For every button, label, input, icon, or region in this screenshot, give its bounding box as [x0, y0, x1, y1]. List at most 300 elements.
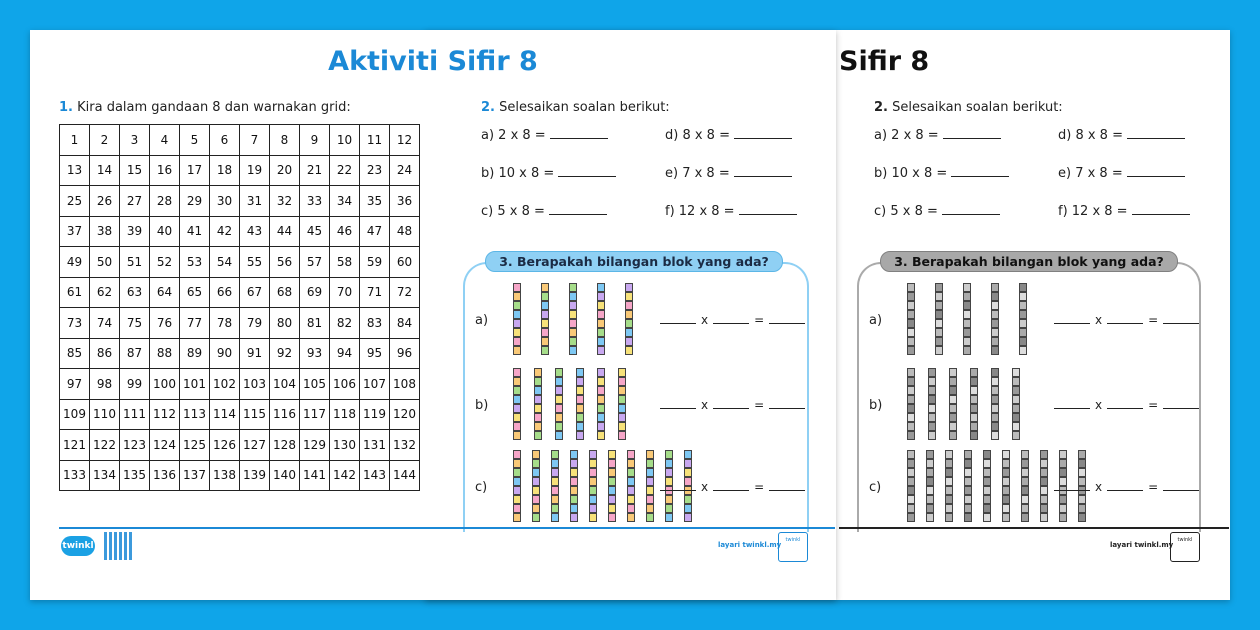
block-cube: [907, 337, 915, 346]
block-cube: [569, 346, 577, 355]
block-cube: [964, 450, 972, 459]
answer-blank[interactable]: [1054, 398, 1090, 409]
block-cube: [608, 486, 616, 495]
block-cube: [513, 486, 521, 495]
block-cube: [1078, 450, 1086, 459]
grid-cell[interactable]: 48: [390, 216, 420, 247]
grid-cell[interactable]: 122: [90, 430, 120, 461]
grid-row: [60, 308, 420, 339]
answer-blank[interactable]: [660, 313, 696, 324]
block-answer: [1049, 313, 1204, 327]
block-row-label: a): [869, 313, 883, 328]
block-column: [534, 368, 542, 440]
grid-cell[interactable]: 105: [300, 369, 330, 400]
block-cube: [964, 504, 972, 513]
grid-cell[interactable]: 103: [240, 369, 270, 400]
block-cube: [991, 386, 999, 395]
block-cube: [907, 450, 915, 459]
block-cube: [907, 328, 915, 337]
grid-cell[interactable]: 90: [210, 338, 240, 369]
block-row-label: a): [475, 313, 489, 328]
grid-cell[interactable]: 86: [90, 338, 120, 369]
grid-cell[interactable]: 31: [240, 186, 270, 217]
grid-cell[interactable]: 19: [240, 155, 270, 186]
grid-cell[interactable]: 81: [300, 308, 330, 339]
grid-cell[interactable]: 40: [150, 216, 180, 247]
grid-cell[interactable]: 54: [210, 247, 240, 278]
grid-cell[interactable]: 107: [360, 369, 390, 400]
grid-cell[interactable]: 88: [150, 338, 180, 369]
grid-cell[interactable]: 59: [360, 247, 390, 278]
answer-blank[interactable]: [1127, 164, 1185, 177]
block-cube: [928, 422, 936, 431]
block-cube: [569, 328, 577, 337]
grid-cell[interactable]: 67: [240, 277, 270, 308]
grid-cell[interactable]: 108: [390, 369, 420, 400]
grid-cell[interactable]: 20: [270, 155, 300, 186]
block-cube: [625, 310, 633, 319]
grid-cell[interactable]: 78: [210, 308, 240, 339]
answer-blank[interactable]: [1163, 398, 1199, 409]
grid-cell[interactable]: 132: [390, 430, 420, 461]
answer-blank[interactable]: [549, 202, 607, 215]
block-column: [618, 368, 626, 440]
block-cube: [983, 450, 991, 459]
block-cube: [949, 422, 957, 431]
grid-cell[interactable]: 131: [360, 430, 390, 461]
grid-cell[interactable]: 127: [240, 430, 270, 461]
grid-cell[interactable]: 126: [210, 430, 240, 461]
block-cube: [964, 468, 972, 477]
answer-blank[interactable]: [951, 164, 1009, 177]
footer-url[interactable]: layari twinkl.my: [718, 541, 782, 549]
block-cube: [625, 283, 633, 292]
block-cube: [964, 477, 972, 486]
grid-cell[interactable]: 3: [120, 125, 150, 156]
grid-cell[interactable]: 121: [60, 430, 90, 461]
grid-cell[interactable]: 141: [300, 460, 330, 491]
grid-cell[interactable]: 34: [330, 186, 360, 217]
block-cube: [576, 377, 584, 386]
block-cube: [991, 310, 999, 319]
grid-cell[interactable]: 8: [270, 125, 300, 156]
grid-cell[interactable]: 104: [270, 369, 300, 400]
block-cube: [907, 477, 915, 486]
block-cube: [935, 328, 943, 337]
grid-cell[interactable]: 7: [240, 125, 270, 156]
answer-blank[interactable]: [660, 480, 696, 491]
grid-cell[interactable]: 74: [90, 308, 120, 339]
block-answer: [1049, 480, 1204, 494]
grid-cell[interactable]: 140: [270, 460, 300, 491]
block-row-label: c): [869, 480, 882, 495]
grid-cell[interactable]: 26: [90, 186, 120, 217]
grid-cell[interactable]: 58: [330, 247, 360, 278]
block-cube: [513, 422, 521, 431]
block-cube: [991, 395, 999, 404]
block-column: [970, 368, 978, 440]
grid-cell[interactable]: 10: [330, 125, 360, 156]
block-cube: [1012, 431, 1020, 440]
worksheet-colour: [30, 30, 836, 600]
grid-cell[interactable]: 14: [90, 155, 120, 186]
block-cube: [1059, 504, 1067, 513]
grid-cell[interactable]: 17: [180, 155, 210, 186]
block-cube: [949, 431, 957, 440]
block-cube: [935, 301, 943, 310]
footer-url-bw[interactable]: layari twinkl.my: [1110, 541, 1174, 549]
block-cube: [541, 319, 549, 328]
grid-cell[interactable]: 130: [330, 430, 360, 461]
block-cube: [532, 504, 540, 513]
block-cube: [1040, 486, 1048, 495]
block-cube: [1021, 495, 1029, 504]
grid-cell[interactable]: 124: [150, 430, 180, 461]
equation-label: f) 12 x 8 =: [1058, 204, 1128, 219]
block-cube: [569, 301, 577, 310]
grid-cell[interactable]: 92: [270, 338, 300, 369]
grid-cell[interactable]: 37: [60, 216, 90, 247]
grid-cell[interactable]: 2: [90, 125, 120, 156]
grid-cell[interactable]: 95: [360, 338, 390, 369]
block-cube: [627, 477, 635, 486]
answer-blank[interactable]: [1163, 480, 1199, 491]
block-cube: [1002, 468, 1010, 477]
block-cube: [513, 395, 521, 404]
answer-blank[interactable]: [713, 480, 749, 491]
grid-cell[interactable]: 49: [60, 247, 90, 278]
answer-blank[interactable]: [1107, 398, 1143, 409]
grid-cell[interactable]: 100: [150, 369, 180, 400]
block-cube: [983, 486, 991, 495]
grid-cell[interactable]: 129: [300, 430, 330, 461]
grid-cell[interactable]: 85: [60, 338, 90, 369]
grid-cell[interactable]: 98: [90, 369, 120, 400]
block-cube: [627, 450, 635, 459]
answer-blank[interactable]: [769, 398, 805, 409]
block-cube: [991, 346, 999, 355]
grid-cell[interactable]: 33: [300, 186, 330, 217]
grid-cell[interactable]: 142: [330, 460, 360, 491]
grid-cell[interactable]: 29: [180, 186, 210, 217]
grid-cell[interactable]: 138: [210, 460, 240, 491]
block-cube: [513, 328, 521, 337]
block-cube: [589, 468, 597, 477]
block-cube: [1059, 495, 1067, 504]
grid-cell[interactable]: 73: [60, 308, 90, 339]
block-cube: [646, 504, 654, 513]
block-cube: [513, 468, 521, 477]
answer-blank[interactable]: [942, 202, 1000, 215]
grid-cell[interactable]: 136: [150, 460, 180, 491]
grid-cell[interactable]: 139: [240, 460, 270, 491]
grid-cell[interactable]: 15: [120, 155, 150, 186]
answer-blank[interactable]: [1054, 313, 1090, 324]
grid-cell[interactable]: 133: [60, 460, 90, 491]
grid-cell[interactable]: 12: [390, 125, 420, 156]
answer-blank[interactable]: [1127, 126, 1185, 139]
grid-cell[interactable]: 22: [330, 155, 360, 186]
block-cube: [513, 413, 521, 422]
grid-cell[interactable]: 24: [390, 155, 420, 186]
grid-cell[interactable]: 69: [300, 277, 330, 308]
answer-blank[interactable]: [1163, 313, 1199, 324]
grid-cell[interactable]: 125: [180, 430, 210, 461]
block-cube: [597, 328, 605, 337]
answer-blank[interactable]: [769, 313, 805, 324]
grid-row: [60, 338, 420, 369]
grid-cell[interactable]: 62: [90, 277, 120, 308]
block-cube: [555, 377, 563, 386]
grid-cell[interactable]: 5: [180, 125, 210, 156]
block-cube: [627, 468, 635, 477]
grid-cell[interactable]: 128: [270, 430, 300, 461]
grid-cell[interactable]: 45: [300, 216, 330, 247]
grid-cell[interactable]: 96: [390, 338, 420, 369]
grid-cell[interactable]: 61: [60, 277, 90, 308]
grid-cell[interactable]: 52: [150, 247, 180, 278]
block-cube: [1059, 468, 1067, 477]
block-column: [627, 450, 635, 522]
grid-cell[interactable]: 101: [180, 369, 210, 400]
grid-cell[interactable]: 115: [240, 399, 270, 430]
block-cube: [907, 301, 915, 310]
grid-cell[interactable]: 70: [330, 277, 360, 308]
equation-item: [874, 164, 1009, 181]
grid-cell[interactable]: 109: [60, 399, 90, 430]
grid-cell[interactable]: 38: [90, 216, 120, 247]
equation-item: [481, 202, 607, 219]
grid-cell[interactable]: 75: [120, 308, 150, 339]
block-cube: [991, 319, 999, 328]
grid-cell[interactable]: 113: [180, 399, 210, 430]
question-number: 2.: [481, 100, 495, 115]
grid-cell[interactable]: 84: [390, 308, 420, 339]
block-cube: [555, 386, 563, 395]
grid-cell[interactable]: 119: [360, 399, 390, 430]
grid-cell[interactable]: 13: [60, 155, 90, 186]
times-sign: x: [701, 398, 709, 412]
block-cube: [970, 404, 978, 413]
grid-cell[interactable]: 25: [60, 186, 90, 217]
grid-cell[interactable]: 71: [360, 277, 390, 308]
block-cube: [1021, 450, 1029, 459]
grid-cell[interactable]: 91: [240, 338, 270, 369]
block-cube: [970, 377, 978, 386]
block-cube: [570, 513, 578, 522]
block-cube: [532, 468, 540, 477]
grid-cell[interactable]: 68: [270, 277, 300, 308]
grid-cell[interactable]: 89: [180, 338, 210, 369]
grid-cell[interactable]: 47: [360, 216, 390, 247]
block-cube: [513, 386, 521, 395]
grid-cell[interactable]: 134: [90, 460, 120, 491]
block-cube: [1040, 504, 1048, 513]
block-cube: [569, 292, 577, 301]
grid-cell[interactable]: 32: [270, 186, 300, 217]
block-cube: [928, 386, 936, 395]
block-cube: [618, 431, 626, 440]
block-cube: [570, 477, 578, 486]
block-cube: [935, 310, 943, 319]
answer-blank[interactable]: [943, 126, 1001, 139]
number-grid: [59, 124, 420, 491]
grid-cell[interactable]: 30: [210, 186, 240, 217]
grid-cell[interactable]: 43: [240, 216, 270, 247]
block-column: [945, 450, 953, 522]
equals-sign: =: [754, 398, 765, 412]
grid-cell[interactable]: 16: [150, 155, 180, 186]
grid-cell[interactable]: 144: [390, 460, 420, 491]
grid-cell[interactable]: 99: [120, 369, 150, 400]
question-3-pill-bw: 3. Berapakah bilangan blok yang ada?: [880, 251, 1178, 272]
grid-cell[interactable]: 111: [120, 399, 150, 430]
block-cube: [618, 368, 626, 377]
grid-cell[interactable]: 9: [300, 125, 330, 156]
grid-cell[interactable]: 80: [270, 308, 300, 339]
grid-cell[interactable]: 77: [180, 308, 210, 339]
block-cube: [907, 292, 915, 301]
twinkl-logo[interactable]: twinkl: [61, 536, 95, 556]
grid-cell[interactable]: 110: [90, 399, 120, 430]
grid-cell[interactable]: 6: [210, 125, 240, 156]
grid-cell[interactable]: 1: [60, 125, 90, 156]
block-cube: [945, 495, 953, 504]
block-cube: [991, 283, 999, 292]
block-cube: [541, 292, 549, 301]
block-cube: [991, 422, 999, 431]
times-sign: x: [701, 480, 709, 494]
grid-cell[interactable]: 65: [180, 277, 210, 308]
grid-cell[interactable]: 123: [120, 430, 150, 461]
answer-blank[interactable]: [1107, 313, 1143, 324]
grid-cell[interactable]: 63: [120, 277, 150, 308]
block-cube: [963, 283, 971, 292]
answer-blank[interactable]: [660, 398, 696, 409]
grid-cell[interactable]: 137: [180, 460, 210, 491]
grid-cell[interactable]: 50: [90, 247, 120, 278]
grid-cell[interactable]: 4: [150, 125, 180, 156]
answer-blank[interactable]: [1107, 480, 1143, 491]
block-cube: [625, 301, 633, 310]
block-column: [907, 368, 915, 440]
equation-item: [1058, 164, 1185, 181]
block-cube: [618, 404, 626, 413]
grid-cell[interactable]: 114: [210, 399, 240, 430]
grid-cell[interactable]: 66: [210, 277, 240, 308]
grid-cell[interactable]: 117: [300, 399, 330, 430]
grid-cell[interactable]: 97: [60, 369, 90, 400]
grid-cell[interactable]: 94: [330, 338, 360, 369]
block-cube: [1019, 319, 1027, 328]
block-cube: [555, 413, 563, 422]
block-cube: [1019, 292, 1027, 301]
grid-cell[interactable]: 18: [210, 155, 240, 186]
answer-blank[interactable]: [558, 164, 616, 177]
grid-cell[interactable]: 42: [210, 216, 240, 247]
grid-cell[interactable]: 46: [330, 216, 360, 247]
grid-cell[interactable]: 28: [150, 186, 180, 217]
block-cube: [1019, 283, 1027, 292]
grid-cell[interactable]: 82: [330, 308, 360, 339]
grid-cell[interactable]: 135: [120, 460, 150, 491]
answer-blank[interactable]: [769, 480, 805, 491]
grid-cell[interactable]: 83: [360, 308, 390, 339]
block-column: [949, 368, 957, 440]
grid-cell[interactable]: 21: [300, 155, 330, 186]
grid-cell[interactable]: 55: [240, 247, 270, 278]
grid-cell[interactable]: 36: [390, 186, 420, 217]
grid-cell[interactable]: 120: [390, 399, 420, 430]
block-cube: [964, 495, 972, 504]
block-cube: [569, 337, 577, 346]
answer-blank[interactable]: [734, 164, 792, 177]
grid-cell[interactable]: 112: [150, 399, 180, 430]
answer-blank[interactable]: [713, 398, 749, 409]
grid-cell[interactable]: 79: [240, 308, 270, 339]
block-cube: [684, 495, 692, 504]
grid-cell[interactable]: 116: [270, 399, 300, 430]
grid-cell[interactable]: 53: [180, 247, 210, 278]
block-cube: [646, 495, 654, 504]
grid-cell[interactable]: 60: [390, 247, 420, 278]
grid-cell[interactable]: 93: [300, 338, 330, 369]
grid-cell[interactable]: 143: [360, 460, 390, 491]
block-cube: [1021, 486, 1029, 495]
page-title: Aktiviti Sifir 8: [328, 46, 538, 77]
block-cube: [534, 413, 542, 422]
grid-cell[interactable]: 39: [120, 216, 150, 247]
block-cube: [576, 422, 584, 431]
grid-cell[interactable]: 76: [150, 308, 180, 339]
grid-cell[interactable]: 51: [120, 247, 150, 278]
grid-cell[interactable]: 106: [330, 369, 360, 400]
block-row-label: b): [869, 398, 883, 413]
block-cube: [532, 450, 540, 459]
grid-cell[interactable]: 72: [390, 277, 420, 308]
grid-cell[interactable]: 35: [360, 186, 390, 217]
answer-blank[interactable]: [713, 313, 749, 324]
qr-code-icon: [104, 532, 132, 560]
grid-cell[interactable]: 11: [360, 125, 390, 156]
block-cube: [541, 301, 549, 310]
grid-cell[interactable]: 56: [270, 247, 300, 278]
grid-cell[interactable]: 118: [330, 399, 360, 430]
block-cube: [945, 477, 953, 486]
grid-cell[interactable]: 57: [300, 247, 330, 278]
grid-cell[interactable]: 23: [360, 155, 390, 186]
block-cube: [907, 422, 915, 431]
grid-cell[interactable]: 41: [180, 216, 210, 247]
block-cube: [1078, 459, 1086, 468]
block-cube: [1021, 459, 1029, 468]
grid-cell[interactable]: 102: [210, 369, 240, 400]
grid-cell[interactable]: 64: [150, 277, 180, 308]
answer-blank[interactable]: [734, 126, 792, 139]
grid-cell[interactable]: 44: [270, 216, 300, 247]
answer-blank[interactable]: [1054, 480, 1090, 491]
block-cube: [576, 368, 584, 377]
block-answer: [655, 313, 810, 327]
grid-cell[interactable]: 87: [120, 338, 150, 369]
answer-blank[interactable]: [739, 202, 797, 215]
answer-blank[interactable]: [550, 126, 608, 139]
equation-item: [1058, 202, 1190, 219]
answer-blank[interactable]: [1132, 202, 1190, 215]
block-cube: [576, 404, 584, 413]
grid-cell[interactable]: 27: [120, 186, 150, 217]
block-column: [928, 368, 936, 440]
